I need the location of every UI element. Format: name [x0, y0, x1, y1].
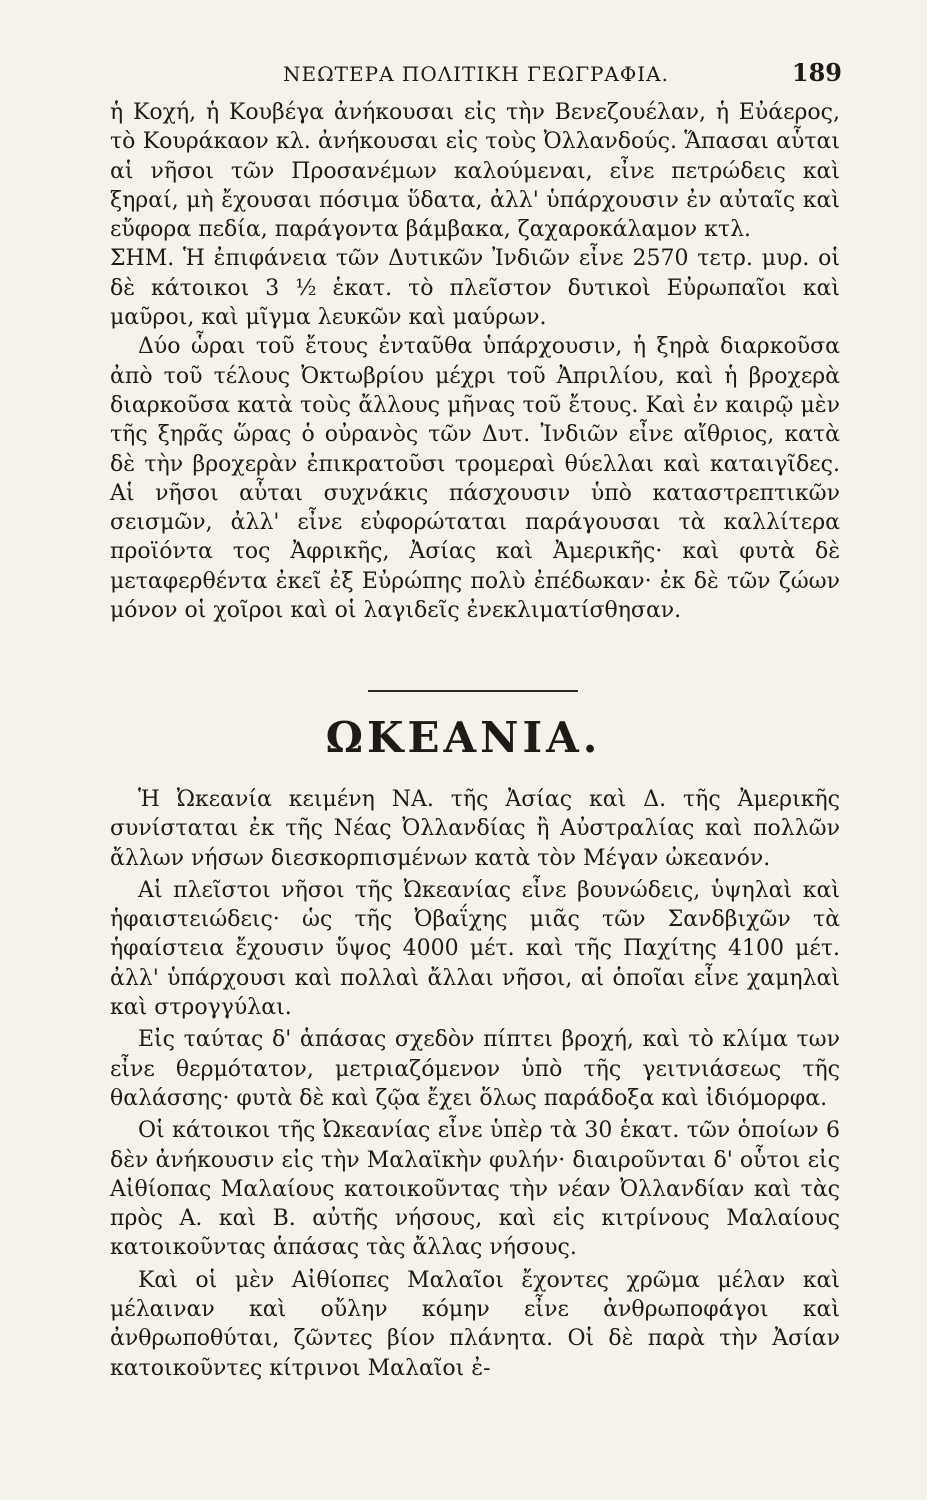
- running-head: ΝΕΩΤΕΡΑ ΠΟΛΙΤΙΚΗ ΓΕΩΓΡΑΦΙΑ.: [283, 62, 669, 86]
- paragraph: ἡ Κοχή, ἡ Κουβέγα ἀνήκουσαι εἰς τὴν Βενεζουέλαν, ἡ Εὐάερος, τὸ Κουράκαον κλ. ἀνήκουσαι εἰς τοὺς Ὀλλανδούς. Ἅπασαι αὗται αἱ νῆσοι τῶν Προσανέμων καλούμεναι, εἶνε πετρώδεις καὶ ξηραί, μὴ ἔχουσαι πόσιμα ὕδατα, ἀλλ' ὑπάρχουσιν ἐν αὐταῖς καὶ εὔφορα πεδία, παράγοντα βάμβακα, ζαχαροκάλαμον κτλ.: [110, 100, 840, 243]
- paragraph: Ἡ Ὠκεανία κειμένη ΝΑ. τῆς Ἀσίας καὶ Δ. τῆς Ἀμερικῆς συνίσταται ἐκ τῆς Νέας Ὀλλανδίας ἢ Αὐστραλίας καὶ πολλῶν ἄλλων νήσων διεσκορπισμένων κατὰ τὸν Μέγαν ὠκεανόν.: [110, 787, 840, 871]
- section-divider: [368, 690, 578, 692]
- intro-text: [110, 98, 840, 625]
- section-text: [110, 785, 840, 1386]
- page-number: 189: [791, 58, 842, 87]
- section-title: ΩΚΕΑΝΙΑ.: [325, 713, 602, 762]
- note-paragraph: ΣΗΜ. Ἡ ἐπιφάνεια τῶν Δυτικῶν Ἰνδιῶν εἶνε 2570 τετρ. μυρ. οἱ δὲ κάτοικοι 3 ½ ἑκατ. τὸ πλεῖστον δυτικοὶ Εὐρωπαῖοι καὶ μαῦροι, καὶ μῖγμα λευκῶν καὶ μαύρων.: [110, 246, 840, 331]
- paragraph: Καὶ οἱ μὲν Αἰθίοπες Μαλαῖοι ἔχοντες χρῶμα μέλαν καὶ μέλαιναν καὶ οὔλην κόμην εἶνε ἀνθρωποφάγοι καὶ ἀνθρωποθύται, ζῶντες βίον πλάνητα. Οἱ δὲ παρὰ τὴν Ἀσίαν κατοικοῦντες κίτρινοι Μαλαῖοι ἐ-: [110, 1267, 840, 1381]
- paragraph: Αἱ πλεῖστοι νῆσοι τῆς Ὠκεανίας εἶνε βουνώδεις, ὑψηλαὶ καὶ ἡφαιστειώδεις· ὡς τῆς Ὀβαΐχης μιᾶς τῶν Σανδβιχῶν τὰ ἡφαίστεια ἔχουσιν ὕψος 4000 μέτ. καὶ τῆς Παχίτης 4100 μέτ. ἀλλ' ὑπάρχουσι καὶ πολλαὶ ἄλλαι νῆσοι, αἱ ὁποῖαι εἶνε χαμηλαὶ καὶ στρογγύλαι.: [110, 877, 840, 1021]
- paragraph: Δύο ὧραι τοῦ ἔτους ἐνταῦθα ὑπάρχουσιν, ἡ ξηρὰ διαρκοῦσα ἀπὸ τοῦ τέλους Ὀκτωβρίου μέχρι τοῦ Ἀπριλίου, καὶ ἡ βροχερὰ διαρκοῦσα κατὰ τοὺς ἄλλους μῆνας τοῦ ἔτους. Καὶ ἐν καιρῷ μὲν τῆς ξηρᾶς ὥρας ὁ οὐρανὸς τῶν Δυτ. Ἰνδιῶν εἶνε αἴθριος, κατὰ δὲ τὴν βροχερὰν ἐπικρατοῦσι τρομεραὶ θύελλαι καὶ καταιγῖδες. Αἱ νῆσοι αὗται συχνάκις πάσχουσιν ὑπὸ καταστρεπτικῶν σεισμῶν, ἀλλ' εἶνε εὐφορώταται παράγουσαι τὰ καλλίτερα προϊόντα τος Ἀφρικῆς, Ἀσίας καὶ Ἀμερικῆς· καὶ φυτὰ δὲ μεταφερθέντα ἐκεῖ ἐξ Εὐρώπης πολὺ ἐπέδωκαν· ἐκ δὲ τῶν ζώων μόνον οἱ χοῖροι καὶ οἱ λαγιδεῖς ἐνεκλιματίσθησαν.: [110, 334, 840, 624]
- paragraph: Οἱ κάτοικοι τῆς Ὠκεανίας εἶνε ὑπὲρ τὰ 30 ἑκατ. τῶν ὁποίων 6 δὲν ἀνήκουσιν εἰς τὴν Μαλαϊκὴν φυλήν· διαιροῦνται δ' οὗτοι εἰς Αἰθίοπας Μαλαίους κατοικοῦντας τὴν νέαν Ὀλλανδίαν καὶ τὰς πρὸς Α. καὶ Β. αὐτῆς νήσους, καὶ εἰς κιτρίνους Μαλαίους κατοικοῦντας ἁπάσας τὰς ἄλλας νήσους.: [110, 1118, 840, 1261]
- paragraph: Εἰς ταύτας δ' ἁπάσας σχεδὸν πίπτει βροχή, καὶ τὸ κλίμα των εἶνε θερμότατον, μετριαζόμενον ὑπὸ τῆς γειτνιάσεως τῆς θαλάσσης· φυτὰ δὲ καὶ ζῷα ἔχει ὅλως παράδοξα καὶ ἰδιόμορφα.: [110, 1027, 840, 1111]
- page-header: [110, 58, 842, 94]
